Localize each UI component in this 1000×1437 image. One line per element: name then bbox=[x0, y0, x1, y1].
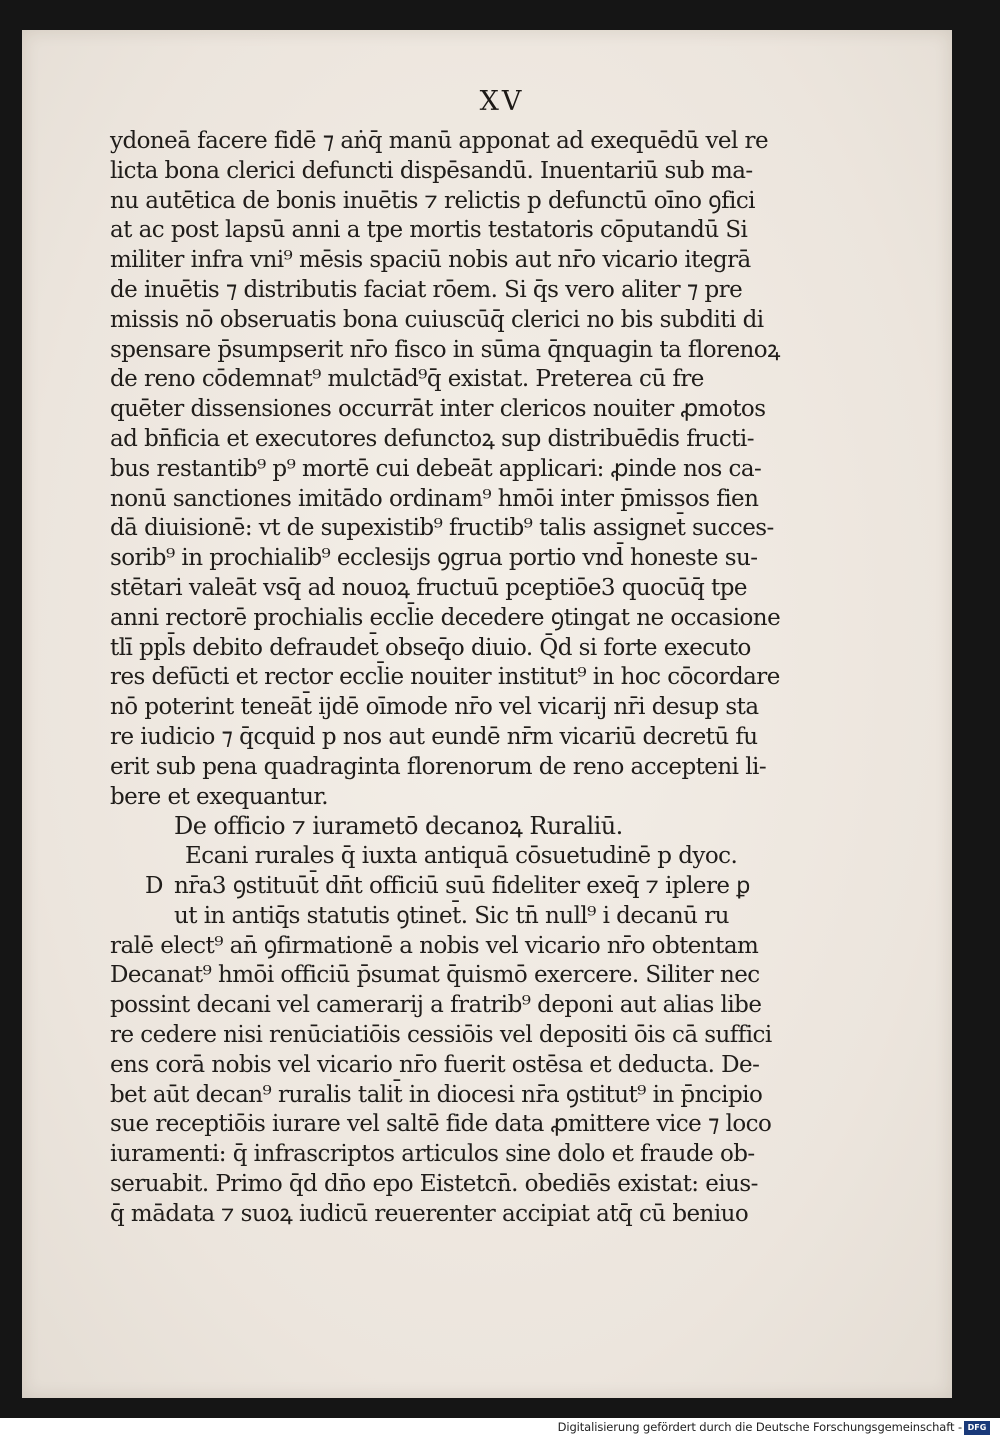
text-line: sue receptiōis iurare vel saltē fide data ꝓmittere vice ⁊ loco bbox=[110, 1111, 772, 1138]
text-line: ydoneā facere fidē ⁊ aṅq̄ manū apponat ad exequēdū vel re bbox=[110, 128, 769, 154]
drop-cap: D bbox=[145, 872, 163, 899]
text-line: at ac post lapsū anni a tpe mortis testatoris cōputandū Si bbox=[110, 217, 748, 244]
text-line: re iudicio ⁊ q̄cquid p nos aut eundē nr̄m vicariū decretū fu bbox=[110, 723, 758, 750]
text-line: q̄ mādata ⁊ suoꝝ iudicū reuerenter accipiat atq̄ cū beniuo bbox=[110, 1200, 749, 1227]
text-line: nr̄a3 ꝯstituūt̄ dn̄t officiū suū fideliter exeq̄ ⁊ iplere ꝑ bbox=[174, 872, 750, 899]
dfg-logo-icon: DFG bbox=[964, 1421, 990, 1435]
text-line: militer infra vni⁹ mēsis spaciū nobis aut nr̄o vicario itegrā bbox=[110, 247, 751, 274]
text-line: ens corā nobis vel vicario nr̄o fuerit ostēsa et deducta. De- bbox=[110, 1051, 760, 1078]
text-line: nō poterint teneāt̄ ijdē oīmode nr̄o vel vicarij nr̄i desup sta bbox=[110, 694, 759, 721]
paragraph-2 bbox=[110, 842, 810, 1229]
text-line: seruabit. Primo q̄d dn̄o epo Eistetcn̄. obediēs existat: eius- bbox=[110, 1170, 758, 1197]
footer-bar bbox=[0, 1418, 1000, 1437]
text-line: Ecani rurales q̄ iuxta antiquā cōsuetudinē p dyoc. bbox=[185, 843, 738, 870]
text-line: tlī ppl̄s debito defraudet̄ obseq̄o diuio. Q̄d si forte executo bbox=[110, 634, 751, 661]
text-line: res defūcti et rector eccl̄ie nouiter institut⁹ in hoc cōcordare bbox=[110, 664, 780, 691]
text-line: ad bn̄ficia et executores defunctoꝝ sup distribuēdis fructi- bbox=[110, 425, 754, 452]
text-line: missis nō obseruatis bona cuiuscūq̄ clerici no bis subditi di bbox=[110, 306, 764, 333]
section-heading: De officio ⁊ iurametō decanoꝝ Ruraliū. bbox=[174, 812, 623, 841]
text-line: sorib⁹ in prochialib⁹ ecclesijs ꝯgrua portio vnd̄ honeste su- bbox=[110, 545, 758, 572]
page-number: XV bbox=[479, 86, 525, 117]
text-line: anni rectorē prochialis eccl̄ie decedere ꝯtingat ne occasione bbox=[110, 604, 781, 631]
main-text bbox=[110, 127, 810, 1229]
text-line: nonū sanctiones imitādo ordinam⁹ hmōi inter p̄missos fien bbox=[110, 485, 759, 512]
text-line: licta bona clerici defuncti dispēsandū. Inuentariū sub ma- bbox=[110, 157, 753, 184]
text-line: dā diuisionē: vt de supexistib⁹ fructib⁹ talis assignet̄ succes- bbox=[110, 515, 774, 542]
text-line: re cedere nisi renūciatiōis cessiōis vel depositi ōis cā suffici bbox=[110, 1021, 772, 1048]
text-line: de reno cōdemnat⁹ mulctād⁹q̄ existat. Preterea cū fre bbox=[110, 366, 704, 393]
paragraph-1 bbox=[110, 127, 810, 812]
text-line: quēter dissensiones occurrāt inter clericos nouiter ꝓmotos bbox=[110, 396, 766, 423]
text-line: Decanat⁹ hmōi officiū p̄sumat q̄uismō exercere. Siliter nec bbox=[110, 962, 760, 989]
text-line: nu autētica de bonis inuētis ⁊ relictis p defunctū oīno ꝯfici bbox=[110, 187, 755, 214]
text-line: spensare p̄sumpserit nr̄o fisco in sūma q̄nquagin ta florenoꝝ bbox=[110, 336, 780, 363]
text-line: bus restantib⁹ p⁹ mortē cui debeāt applicari: ꝓinde nos ca- bbox=[110, 455, 762, 482]
funding-credit: Digitalisierung gefördert durch die Deutsche Forschungsgemeinschaft - bbox=[557, 1420, 962, 1434]
text-line: stētari valeāt vsq̄ ad nouoꝝ fructuū pceptiōe3 quocūq̄ tpe bbox=[110, 574, 747, 601]
text-line: de inuētis ⁊ distributis faciat rōem. Si q̄s vero aliter ⁊ pre bbox=[110, 276, 743, 303]
text-line: erit sub pena quadraginta florenorum de reno accepteni li- bbox=[110, 753, 767, 780]
text-line: possint decani vel camerarij a fratrib⁹ deponi aut alias libe bbox=[110, 992, 762, 1019]
text-line: bere et exequantur. bbox=[110, 783, 329, 810]
text-line: iuramenti: q̄ infrascriptos articulos sine dolo et fraude ob- bbox=[110, 1141, 755, 1168]
text-line: ut in antiq̄s statutis ꝯtinet̄. Sic tn̄ null⁹ i decanū ru bbox=[174, 902, 729, 929]
text-line: bet aūt decan⁹ ruralis talit̄ in diocesi nr̄a ꝯstitut⁹ in p̄ncipio bbox=[110, 1081, 763, 1108]
book-page bbox=[22, 30, 952, 1398]
text-line-with-drop-cap bbox=[110, 872, 810, 902]
text-line: ralē elect⁹ an̄ ꝯfirmationē a nobis vel vicario nr̄o obtentam bbox=[110, 932, 759, 959]
